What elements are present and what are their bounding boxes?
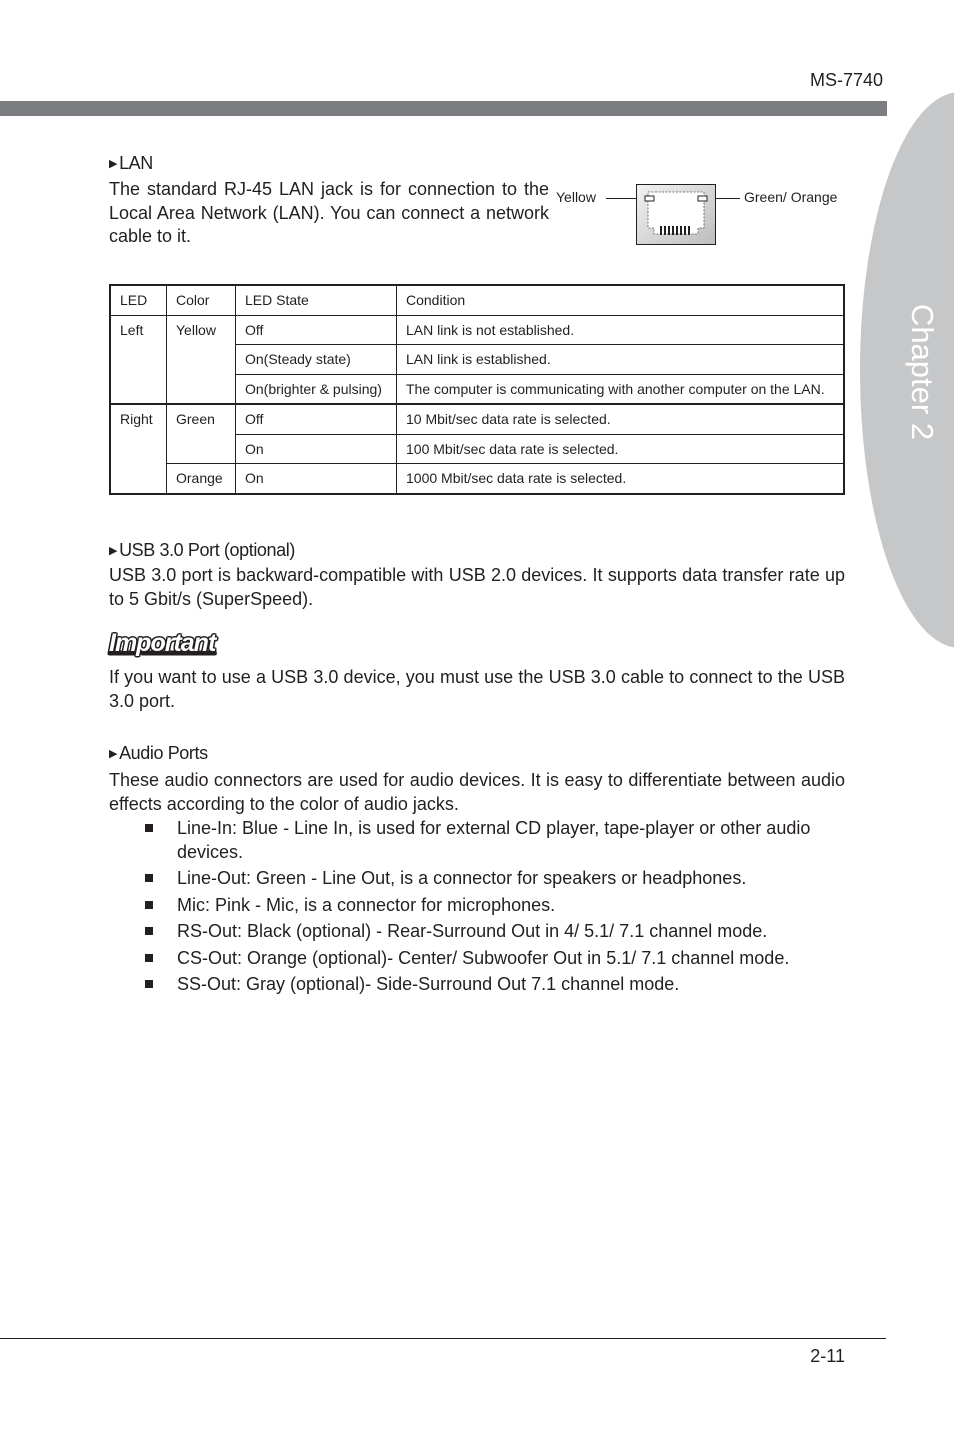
rj45-jack-icon <box>636 184 716 245</box>
list-item <box>109 867 845 891</box>
list-item <box>109 973 845 997</box>
table-cell-state: On(brighter & pulsing) <box>236 374 397 404</box>
table-cell-condition: 1000 Mbit/sec data rate is selected. <box>397 464 845 494</box>
usb-heading <box>109 540 295 561</box>
table-cell-state: Off <box>236 315 397 345</box>
square-bullet-icon <box>145 874 153 882</box>
triangle-bullet-icon: ▶ <box>109 748 118 760</box>
jack-green-orange-label: Green/ Orange <box>744 189 838 205</box>
list-item <box>109 920 845 944</box>
table-cell-color: Orange <box>167 464 236 494</box>
audio-port-list <box>109 817 845 1000</box>
table-cell-led: Left <box>110 315 167 404</box>
list-item <box>109 817 845 864</box>
table-cell-color: Yellow <box>167 315 236 404</box>
important-heading: Important <box>109 629 216 657</box>
table-header-cell: LED <box>110 285 167 315</box>
lan-heading-text: LAN <box>119 153 153 173</box>
square-bullet-icon <box>145 824 153 832</box>
chapter-label: Chapter 2 <box>905 303 940 441</box>
table-header-cell: LED State <box>236 285 397 315</box>
table-header-row <box>110 285 844 315</box>
list-item-text: CS-Out: Orange (optional)- Center/ Subwoofer Out in 5.1/ 7.1 channel mode. <box>177 947 790 968</box>
square-bullet-icon <box>145 927 153 935</box>
list-item-text: RS-Out: Black (optional) - Rear-Surround Out in 4/ 5.1/ 7.1 channel mode. <box>177 921 768 941</box>
list-item <box>109 947 845 971</box>
list-item-text: Mic: Pink - Mic, is a connector for microphones. <box>177 894 556 915</box>
square-bullet-icon <box>145 901 153 909</box>
table-row <box>110 404 844 434</box>
list-item-text: Line-Out: Green - Line Out, is a connector for speakers or headphones. <box>177 868 747 888</box>
lan-description: The standard RJ-45 LAN jack is for connection to the Local Area Network (LAN). You can connect a network cable to it. <box>109 179 549 246</box>
model-number: MS-7740 <box>809 70 883 90</box>
triangle-bullet-icon: ▶ <box>109 158 118 170</box>
table-cell-state: On <box>236 434 397 464</box>
table-cell-condition: LAN link is established. <box>397 345 845 375</box>
usb-description: USB 3.0 port is backward-compatible with USB 2.0 devices. It supports data transfer rate up to 5 Gbit/s (SuperSpeed). <box>109 565 845 609</box>
table-cell-condition: 10 Mbit/sec data rate is selected. <box>397 404 845 434</box>
table-header-cell: Condition <box>397 285 845 315</box>
audio-description: These audio connectors are used for audio devices. It is easy to differentiate between audio effects according to the color of audio jacks. <box>109 770 845 814</box>
audio-heading-text: Audio Ports <box>119 743 208 763</box>
table-cell-state: On(Steady state) <box>236 345 397 375</box>
usb-heading-text: USB 3.0 Port (optional) <box>119 540 295 560</box>
list-item-text: SS-Out: Gray (optional)- Side-Surround Out 7.1 channel mode. <box>177 974 680 994</box>
jack-yellow-label: Yellow <box>556 189 596 205</box>
lan-heading <box>109 153 153 174</box>
table-cell-state: On <box>236 464 397 494</box>
audio-heading <box>109 743 208 764</box>
important-text: If you want to use a USB 3.0 device, you must use the USB 3.0 cable to connect to the USB 3.0 port. <box>109 667 845 711</box>
list-item-text: Line-In: Blue - Line In, is used for external CD player, tape-player or other audio devices. <box>177 818 811 862</box>
table-cell-condition: LAN link is not established. <box>397 315 845 345</box>
triangle-bullet-icon: ▶ <box>109 545 118 557</box>
header-bar <box>0 101 887 116</box>
table-cell-condition: The computer is communicating with another computer on the LAN. <box>397 374 845 404</box>
table-cell-color: Green <box>167 404 236 464</box>
list-item <box>109 894 845 918</box>
square-bullet-icon <box>145 980 153 988</box>
table-cell-led: Right <box>110 404 167 494</box>
table-cell-condition: 100 Mbit/sec data rate is selected. <box>397 434 845 464</box>
square-bullet-icon <box>145 954 153 962</box>
table-row <box>110 315 844 345</box>
led-status-table <box>109 284 845 495</box>
footer-rule <box>0 1338 886 1339</box>
page-number: 2-11 <box>810 1346 845 1366</box>
table-row <box>110 464 844 494</box>
table-cell-state: Off <box>236 404 397 434</box>
table-header-cell: Color <box>167 285 236 315</box>
